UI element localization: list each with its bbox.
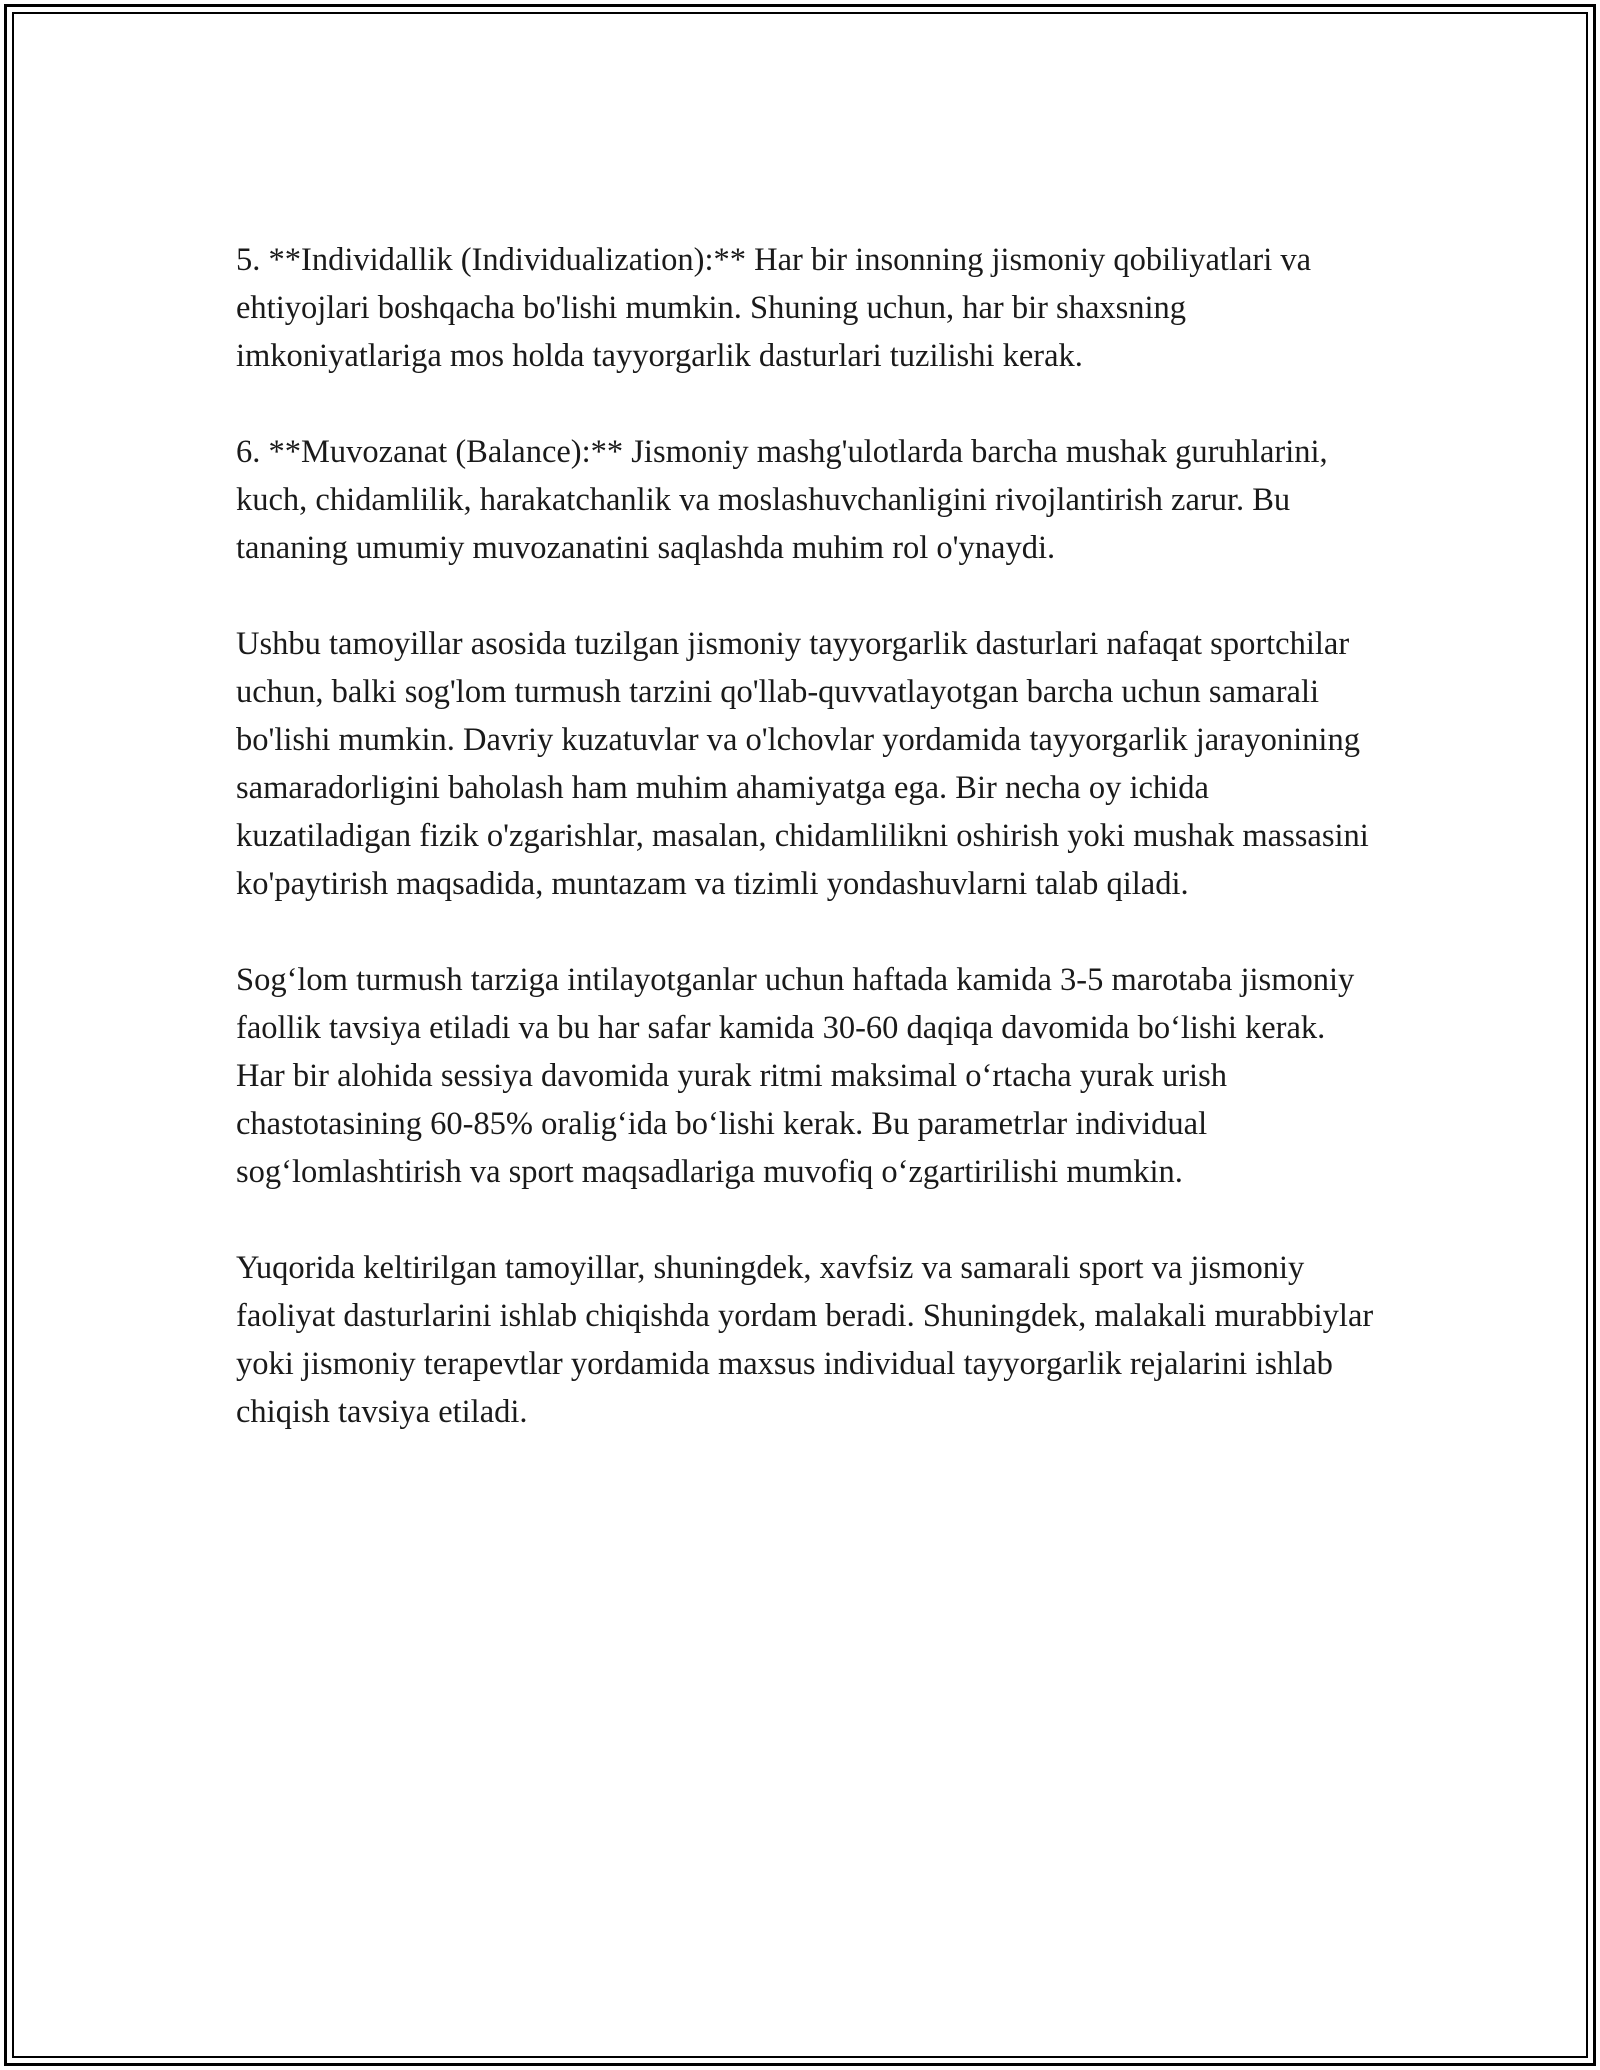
paragraph-conclusion: Yuqorida keltirilgan tamoyillar, shuningdek, xavfsiz va samarali sport va jismoniy faoliyat dasturlarini ishlab chiqishda yordam beradi. Shuningdek, malakali murabbiylar yoki jismoniy terapevtlar yordamida maxsus individual tayyorgarlik rejalarini ishlab chiqish tavsiya etiladi. [236, 1250, 1374, 1430]
paragraph-principles-summary: Ushbu tamoyillar asosida tuzilgan jismoniy tayyorgarlik dasturlari nafaqat sportchilar uchun, balki sog'lom turmush tarzini qo'llab-quvvatlayotgan barcha uchun samarali bo'lishi mumkin. Davriy kuzatuvlar va o'lchovlar yordamida tayyorgarlik jarayonining samaradorligini baholash ham muhim ahamiyatga ega. Bir necha oy ichida kuzatiladigan fizik o'zgarishlar, masalan, chidamlilikni oshirish yoki mushak massasini ko'paytirish maqsadida, muntazam va tizimli yondashuvlarni talab qiladi. [236, 626, 1369, 902]
paragraph-balance: 6. **Muvozanat (Balance):** Jismoniy mashg'ulotlarda barcha mushak guruhlarini, kuch, chidamlilik, harakatchanlik va moslashuvchanligini rivojlantirish zarur. Bu tananing umumiy muvozanatini saqlashda muhim rol o'ynaydi. [236, 434, 1328, 566]
document-body [236, 236, 1376, 1436]
paragraph-individualization: 5. **Individallik (Individualization):** Har bir insonning jismoniy qobiliyatlari va ehtiyojlari boshqacha bo'lishi mumkin. Shuning uchun, har bir shaxsning imkoniyatlariga mos holda tayyorgarlik dasturlari tuzilishi kerak. [236, 242, 1312, 374]
paragraph-activity-recommendation: Sog‘lom turmush tarziga intilayotganlar uchun haftada kamida 3-5 marotaba jismoniy faollik tavsiya etiladi va bu har safar kamida 30-60 daqiqa davomida bo‘lishi kerak. Har bir alohida sessiya davomida yurak ritmi maksimal o‘rtacha yurak urish chastotasining 60-85% oralig‘ida bo‘lishi kerak. Bu parametrlar individual sog‘lomlashtirish va sport maqsadlariga muvofiq o‘zgartirilishi mumkin. [236, 962, 1355, 1190]
